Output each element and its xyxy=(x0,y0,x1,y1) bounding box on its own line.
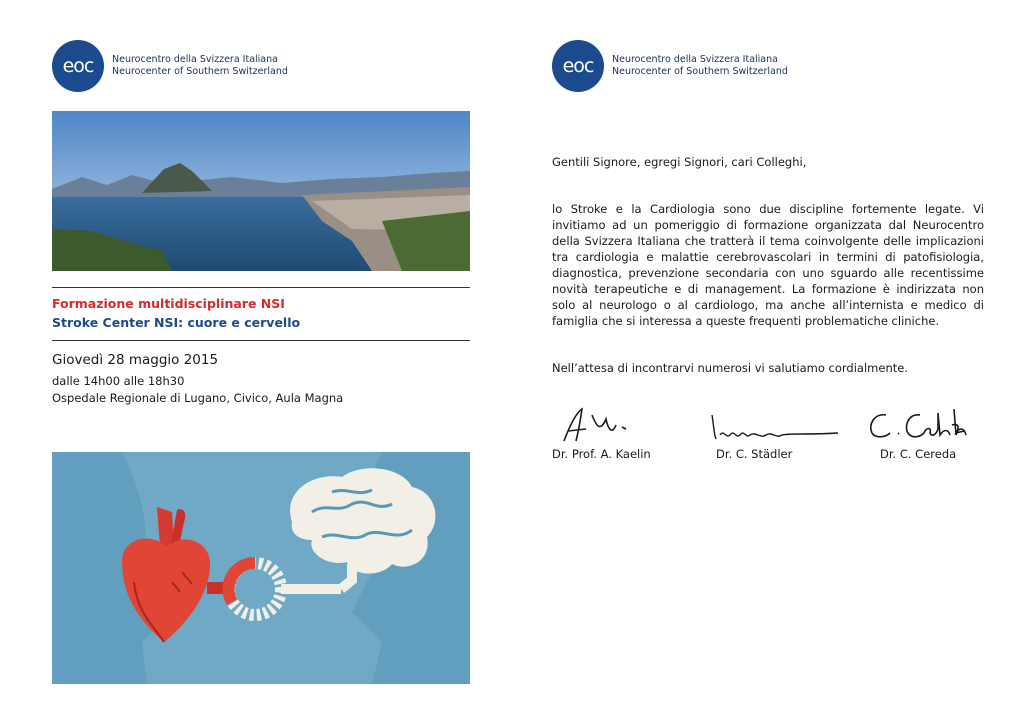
right-page xyxy=(512,0,1024,727)
eoc-logo-text xyxy=(112,54,288,78)
eoc-logo-mark: eoc xyxy=(52,40,104,92)
logo-line2: Neurocenter of Southern Switzerland xyxy=(112,66,288,77)
event-date: Giovedì 28 maggio 2015 xyxy=(52,352,219,368)
logo-line1: Neurocentro della Svizzera Italiana xyxy=(112,54,278,65)
logo-line1-right: Neurocentro della Svizzera Italiana xyxy=(612,54,778,65)
eoc-logo-right xyxy=(552,40,788,92)
lugano-lake-photo xyxy=(52,111,470,271)
eoc-logo-text-right xyxy=(612,54,788,78)
letter-greeting: Gentili Signore, egregi Signori, cari Colleghi, xyxy=(552,155,807,169)
heart-brain-illustration xyxy=(52,452,470,684)
letter-body: lo Stroke e la Cardiologia sono due discipline fortemente legate. Vi invitiamo ad un pomeriggio di formazione organizzata dal Neurocentro della Svizzera Italiana che tratterà il tema coinvolgente delle implicazioni tra cardiologia e malattie cerebrovascolari in termini di patofisiologia, diagnostica, prevenzione secondaria con uno sguardo alle recentissime novità terapeutiche e di management. La formazione è indirizzata non solo al neurologo o al cardiologo, ma anche all’internista e medico di famiglia che si interessa a queste frequenti problematiche cliniche. xyxy=(552,202,984,328)
divider-top xyxy=(52,287,470,288)
signatory-kaelin: Dr. Prof. A. Kaelin xyxy=(552,447,651,461)
letter-closing: Nell’attesa di incontrarvi numerosi vi salutiamo cordialmente. xyxy=(552,361,908,375)
event-place: Ospedale Regionale di Lugano, Civico, Aula Magna xyxy=(52,391,344,405)
logo-line2-right: Neurocenter of Southern Switzerland xyxy=(612,66,788,77)
event-title-blue: Stroke Center NSI: cuore e cervello xyxy=(52,315,301,330)
signature-cereda xyxy=(864,405,974,445)
event-title-red: Formazione multidisciplinare NSI xyxy=(52,296,285,311)
signature-kaelin xyxy=(556,405,646,445)
event-time: dalle 14h00 alle 18h30 xyxy=(52,374,185,388)
divider-bottom xyxy=(52,340,470,341)
eoc-logo xyxy=(52,40,288,92)
signatory-cereda: Dr. C. Cereda xyxy=(880,447,957,461)
eoc-logo-mark-right: eoc xyxy=(552,40,604,92)
signature-stadler xyxy=(706,405,846,445)
signatory-stadler: Dr. C. Städler xyxy=(716,447,793,461)
